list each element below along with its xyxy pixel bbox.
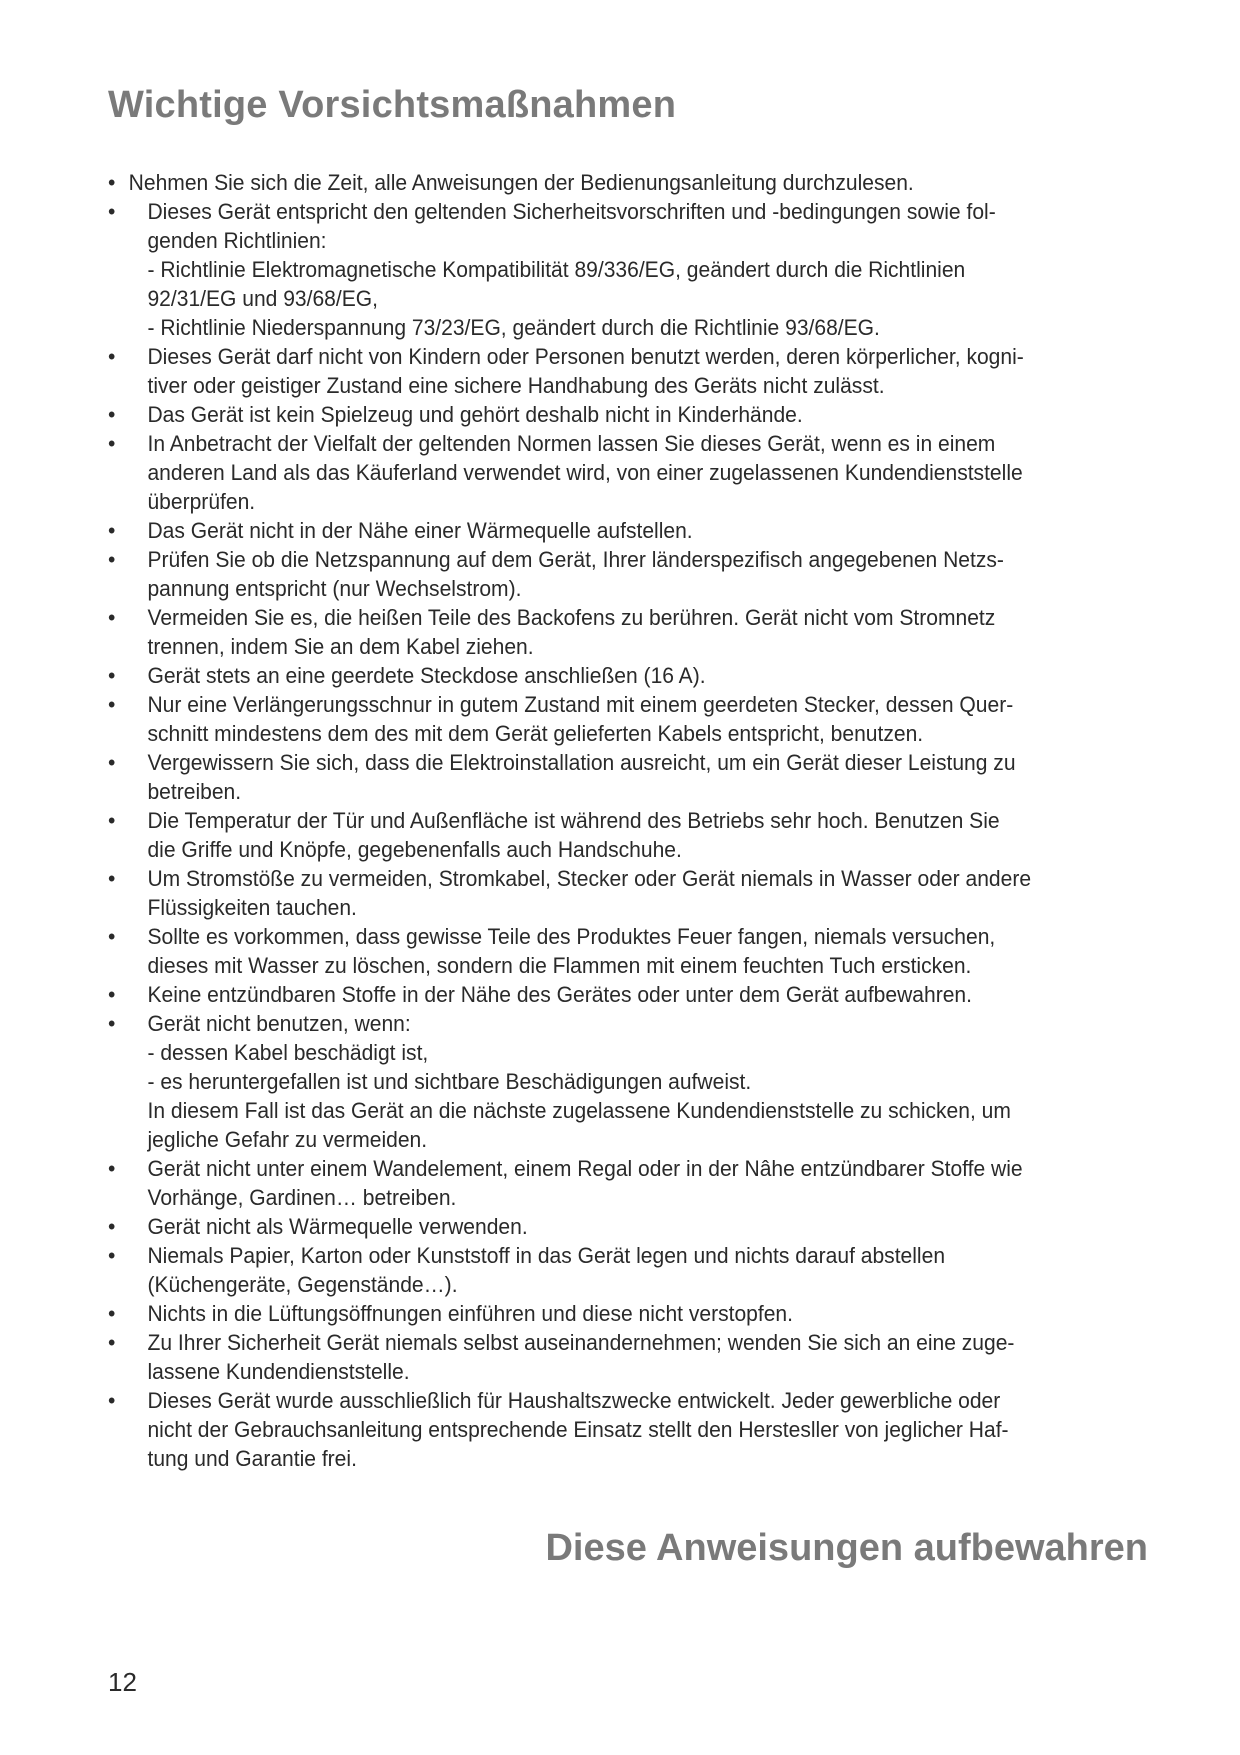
list-item-line: lassene Kundendienststelle. — [147, 1359, 410, 1384]
list-item — [108, 1328, 1095, 1386]
list-item — [108, 400, 1095, 429]
list-item-line: betreiben. — [147, 779, 242, 804]
list-item — [108, 603, 1095, 661]
list-item-line: • Dieses Gerät entspricht den geltenden Sicherheitsvorschriften und -bedingungen sowie fol- — [147, 199, 996, 224]
list-item-line: schnitt mindestens dem des mit dem Gerät gelieferten Kabels entspricht, benutzen. — [147, 721, 924, 746]
list-item-line: • Dieses Gerät darf nicht von Kindern oder Personen benutzt werden, deren körperlicher, kogni- — [147, 344, 1024, 369]
list-item-line: anderen Land als das Käuferland verwendet wird, von einer zugelassenen Kundendienststelle — [147, 460, 1023, 485]
list-item — [108, 342, 1095, 400]
list-item-line: Vorhänge, Gardinen… betreiben. — [147, 1185, 457, 1210]
list-item — [108, 1299, 1095, 1328]
list-item-line: • In Anbetracht der Vielfalt der geltenden Normen lassen Sie dieses Gerät, wenn es in einem — [147, 431, 996, 456]
list-item-line: tiver oder geistiger Zustand eine sichere Handhabung des Geräts nicht zulässt. — [147, 373, 885, 398]
list-item-line: • Nichts in die Lüftungsöffnungen einführen und diese nicht verstopfen. — [147, 1301, 793, 1326]
list-item-line: 92/31/EG und 93/68/EG, — [147, 286, 379, 311]
list-item-line: In diesem Fall ist das Gerät an die nächste zugelassene Kundendienststelle zu schicken, um — [147, 1098, 1011, 1123]
list-item-line: • Das Gerät ist kein Spielzeug und gehört deshalb nicht in Kinderhände. — [147, 402, 803, 427]
list-item-line: pannung entspricht (nur Wechselstrom). — [147, 576, 522, 601]
list-item — [108, 690, 1095, 748]
list-item — [108, 980, 1095, 1009]
list-item — [108, 1009, 1095, 1154]
list-item — [108, 1241, 1095, 1299]
list-item-line: • Gerät stets an eine geerdete Steckdose anschließen (16 A). — [147, 663, 706, 688]
list-item-line: • Sollte es vorkommen, dass gewisse Teile des Produktes Feuer fangen, niemals versuchen, — [147, 924, 996, 949]
list-item — [108, 1212, 1095, 1241]
list-item-line: • Gerät nicht benutzen, wenn: — [147, 1011, 411, 1036]
page-number: 12 — [108, 1667, 137, 1697]
list-item-line: • Nur eine Verlängerungsschnur in gutem Zustand mit einem geerdeten Stecker, dessen Quer- — [147, 692, 1014, 717]
list-item — [108, 197, 1095, 342]
list-item-line: • Um Stromstöße zu vermeiden, Stromkabel, Stecker oder Gerät niemals in Wasser oder andere — [147, 866, 1032, 891]
list-item — [108, 748, 1095, 806]
list-item-line: jegliche Gefahr zu vermeiden. — [147, 1127, 428, 1152]
list-item-line: • Prüfen Sie ob die Netzspannung auf dem Gerät, Ihrer länderspezifisch angegebenen Netzs- — [147, 547, 1004, 572]
list-item-line: • Nehmen Sie sich die Zeit, alle Anweisungen der Bedienungsanleitung durchzulesen. — [128, 170, 914, 195]
list-item-line: - Richtlinie Niederspannung 73/23/EG, geändert durch die Richtlinie 93/68/EG. — [147, 315, 880, 340]
list-item — [108, 1154, 1095, 1212]
page-title: Wichtige Vorsichtsmaßnahmen — [108, 84, 677, 126]
list-item — [108, 922, 1095, 980]
list-item-line: • Gerät nicht unter einem Wandelement, einem Regal oder in der Nâhe entzündbarer Stoffe wie — [147, 1156, 1023, 1181]
list-item-line: • Niemals Papier, Karton oder Kunststoff in das Gerät legen und nichts darauf abstellen — [147, 1243, 946, 1268]
closing-title: Diese Anweisungen aufbewahren — [545, 1527, 1148, 1569]
list-item-line: • Die Temperatur der Tür und Außenfläche ist während des Betriebs sehr hoch. Benutzen Sie — [147, 808, 1000, 833]
precautions-list — [108, 168, 1095, 1473]
list-item-line: • Vermeiden Sie es, die heißen Teile des Backofens zu berühren. Gerät nicht vom Stromnetz — [147, 605, 996, 630]
list-item-line: • Dieses Gerät wurde ausschließlich für Haushaltszwecke entwickelt. Jeder gewerbliche oder — [147, 1388, 1001, 1413]
list-item — [108, 545, 1095, 603]
list-item — [108, 168, 1095, 197]
list-item-line: genden Richtlinien: — [147, 228, 327, 253]
list-item — [108, 429, 1095, 516]
list-item — [108, 806, 1095, 864]
list-item-line: - dessen Kabel beschädigt ist, — [147, 1040, 429, 1065]
list-item — [108, 516, 1095, 545]
list-item-line: • Das Gerät nicht in der Nähe einer Wärmequelle aufstellen. — [147, 518, 693, 543]
list-item-line: überprüfen. — [147, 489, 256, 514]
list-item-line: tung und Garantie frei. — [147, 1446, 357, 1471]
list-item-line: trennen, indem Sie an dem Kabel ziehen. — [147, 634, 534, 659]
list-item-line: die Griffe und Knöpfe, gegebenenfalls auch Handschuhe. — [147, 837, 682, 862]
list-item-line: • Keine entzündbaren Stoffe in der Nähe des Gerätes oder unter dem Gerät aufbewahren. — [147, 982, 972, 1007]
list-item — [108, 864, 1095, 922]
list-item-line: • Gerät nicht als Wärmequelle verwenden. — [147, 1214, 528, 1239]
list-item-line: - Richtlinie Elektromagnetische Kompatibilität 89/336/EG, geändert durch die Richtlinien — [147, 257, 966, 282]
list-item-line: • Zu Ihrer Sicherheit Gerät niemals selbst auseinandernehmen; wenden Sie sich an eine zuge- — [147, 1330, 1015, 1355]
list-item-line: - es heruntergefallen ist und sichtbare Beschädigungen aufweist. — [147, 1069, 752, 1094]
list-item-line: • Vergewissern Sie sich, dass die Elektroinstallation ausreicht, um ein Gerät dieser Leistung zu — [147, 750, 1016, 775]
list-item-line: dieses mit Wasser zu löschen, sondern die Flammen mit einem feuchten Tuch ersticken. — [147, 953, 972, 978]
list-item-line: nicht der Gebrauchsanleitung entsprechende Einsatz stellt den Herstesller von jeglicher Haf- — [147, 1417, 1009, 1442]
list-item — [108, 661, 1095, 690]
list-item-line: (Küchengeräte, Gegenstände…). — [147, 1272, 458, 1297]
list-item-line: Flüssigkeiten tauchen. — [147, 895, 357, 920]
list-item — [108, 1386, 1095, 1473]
